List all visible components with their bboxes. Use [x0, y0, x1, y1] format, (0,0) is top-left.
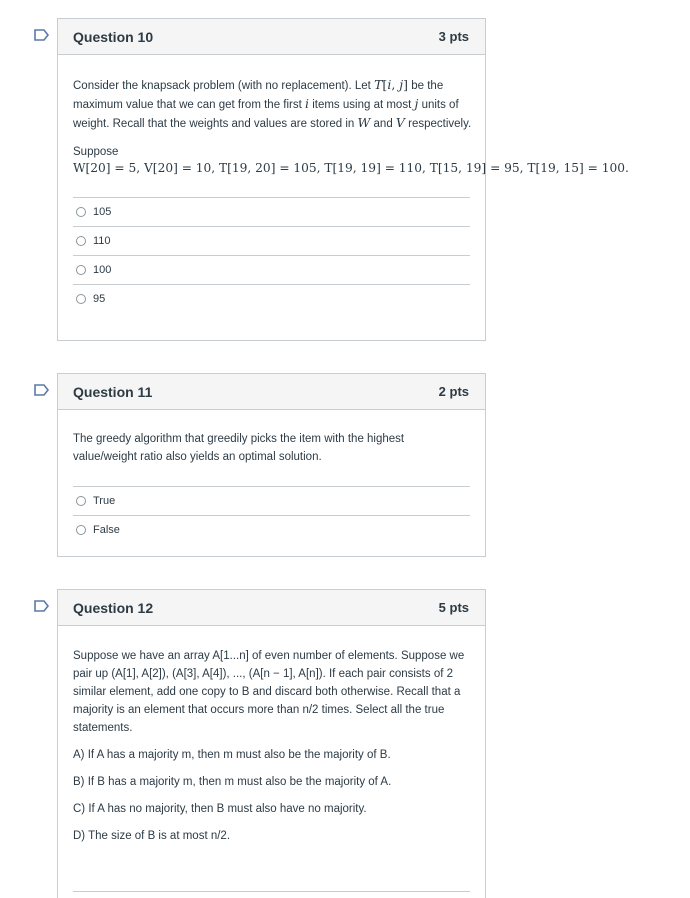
answer-label: 100 — [93, 264, 112, 276]
statement-a: A) If A has a majority m, then m must also be the majority of B. — [73, 749, 391, 761]
flag-question-icon[interactable] — [34, 384, 50, 396]
flag-question-icon[interactable] — [34, 29, 50, 41]
question-text: The greedy algorithm that greedily picks the item with the highest value/weight ratio also yields an optimal solution. — [73, 433, 405, 463]
statement-d: D) The size of B is at most n/2. — [73, 830, 231, 842]
radio-button[interactable] — [76, 207, 86, 217]
answer-label: True — [93, 495, 116, 507]
answer-label: 95 — [93, 293, 106, 305]
question-title: Question 12 — [73, 599, 154, 616]
flag-question-icon[interactable] — [34, 600, 50, 612]
radio-button[interactable] — [76, 525, 86, 535]
question-header — [58, 19, 485, 55]
suppose-label: Suppose — [73, 146, 119, 158]
question-title: Question 11 — [73, 383, 153, 400]
statement-c: C) If A has no majority, then B must also have no majority. — [73, 803, 367, 815]
answer-label: False — [93, 524, 120, 536]
answer-option[interactable] — [73, 486, 470, 515]
question-header — [58, 590, 485, 626]
question-title: Question 10 — [73, 28, 154, 45]
answer-label: 105 — [93, 206, 112, 218]
question-text: Suppose we have an array A[1...n] of even number of elements. Suppose we pair up (A[1], A[2]), (A[3], A[4]), ..., (A[n − 1], A[n]). If each pair consists of 2 similar element, add one copy to B and discard both otherwise. Recall that a majority is an element that occurs more than n/2 times. Select all the true statements. — [73, 650, 465, 734]
answer-option[interactable] — [73, 284, 470, 313]
answer-option[interactable] — [73, 226, 470, 255]
question-points: 5 pts — [438, 600, 469, 615]
question-points: 2 pts — [438, 384, 469, 399]
question-header — [58, 374, 485, 410]
question-formula: W[20] = 5, V[20] = 10, T[19, 20] = 105, T[19, 19] = 110, T[15, 19] = 95, T[19, 15] = 100. — [73, 161, 629, 175]
radio-button[interactable] — [76, 496, 86, 506]
answer-option[interactable] — [73, 515, 470, 544]
question-card — [57, 589, 486, 898]
answer-list — [73, 486, 470, 544]
radio-button[interactable] — [76, 236, 86, 246]
answer-option[interactable] — [73, 197, 470, 226]
answer-label: 110 — [93, 235, 111, 247]
radio-button[interactable] — [76, 294, 86, 304]
question-card — [57, 373, 486, 557]
statement-b: B) If B has a majority m, then m must also be the majority of A. — [73, 776, 392, 788]
radio-button[interactable] — [76, 265, 86, 275]
question-text: Consider the knapsack problem (with no replacement). Let T[i, j] be the maximum value that we can get from the first i items using at most j units of weight. Recall that the weights and values are stored in W and V respectively. — [73, 77, 472, 130]
question-points: 3 pts — [438, 29, 469, 44]
answer-option[interactable] — [73, 255, 470, 284]
answer-divider — [73, 891, 470, 892]
answer-list — [73, 197, 470, 313]
question-card — [57, 18, 629, 341]
